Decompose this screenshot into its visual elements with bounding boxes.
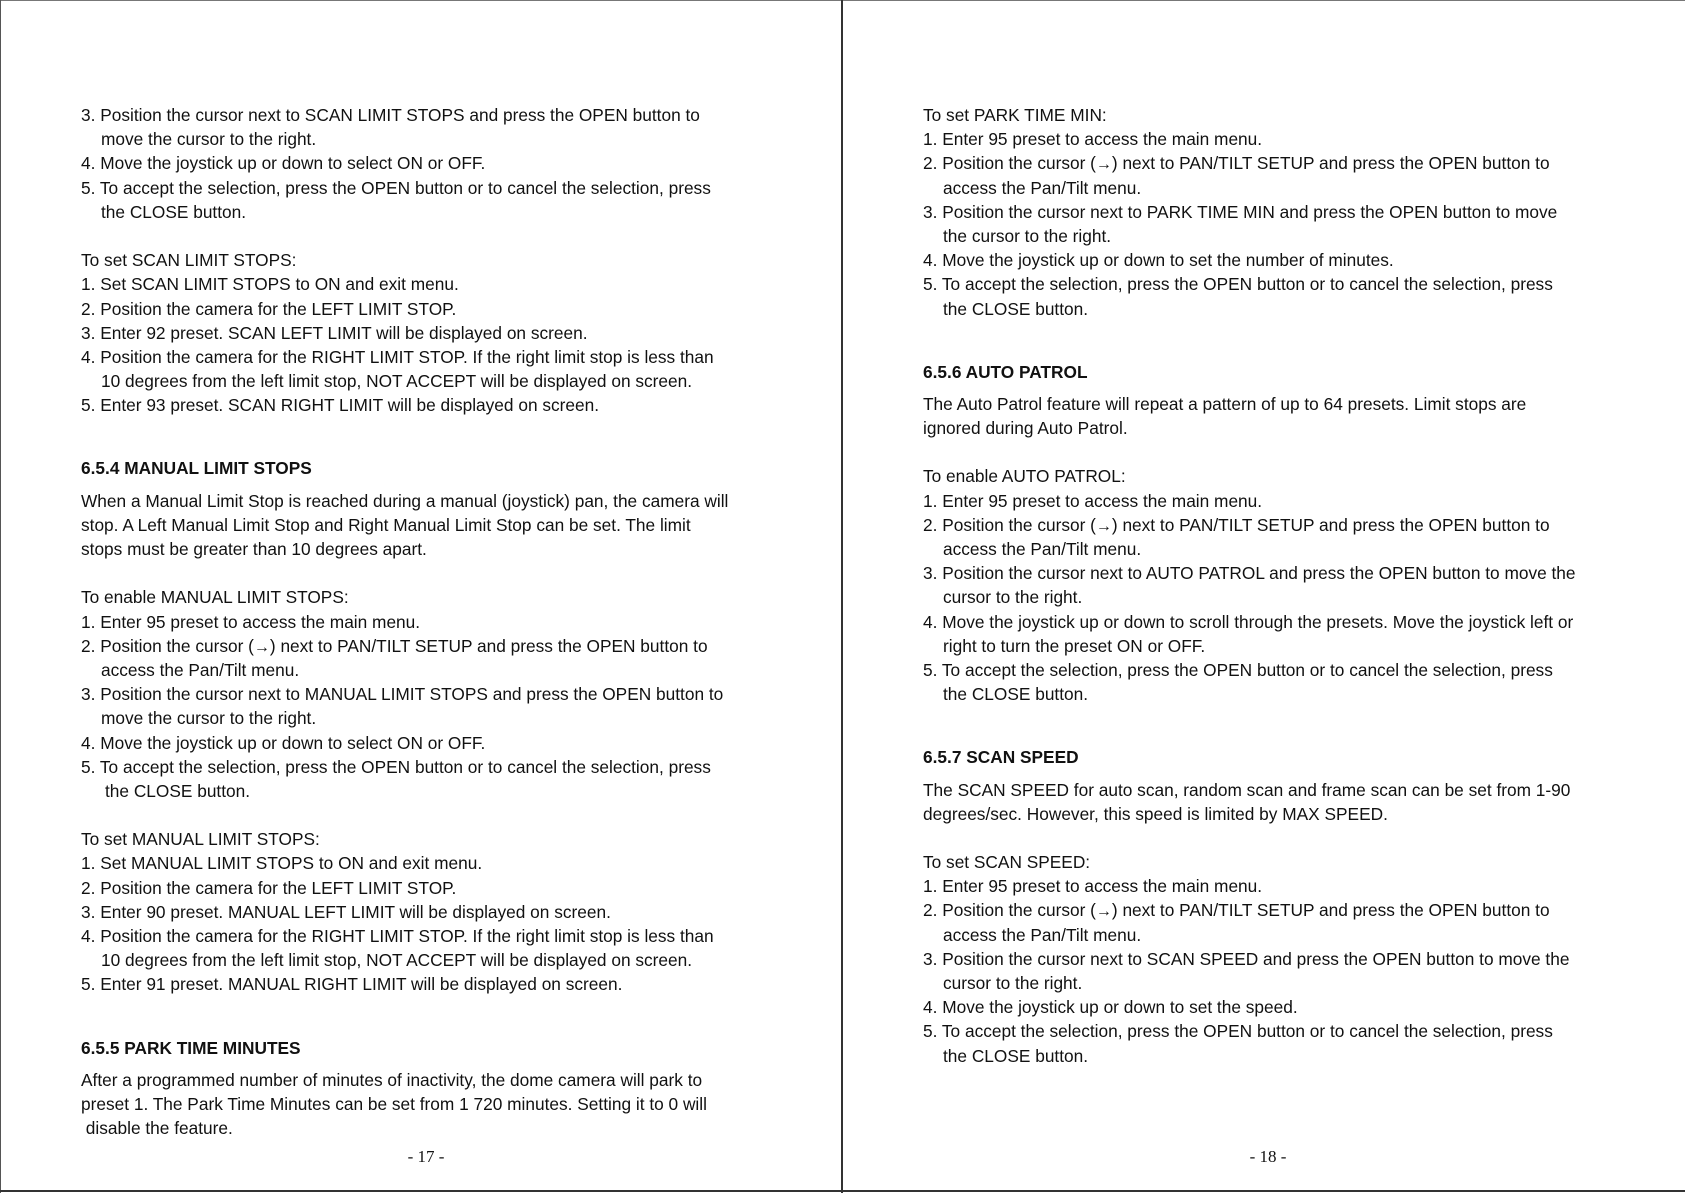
text-line: 1. Enter 95 preset to access the main menu. (923, 490, 1263, 511)
right-page (923, 103, 1613, 1068)
text-fragment: 2. Position the cursor ( (81, 635, 254, 656)
text-fragment: 2. Position the cursor ( (923, 153, 1096, 174)
text-line: 4. Move the joystick up or down to set the number of minutes. (923, 250, 1394, 271)
arrow-right-icon: → (1095, 156, 1112, 174)
text-line: 1. Enter 95 preset to access the main menu. (923, 129, 1263, 150)
text-line: The SCAN SPEED for auto scan, random scan and frame scan can be set from 1-90 (923, 779, 1571, 800)
section-heading: 6.5.4 MANUAL LIMIT STOPS (81, 458, 312, 479)
text-line: the CLOSE button. (101, 201, 247, 222)
text-line: the CLOSE button. (943, 1045, 1089, 1066)
text-line: the CLOSE button. (943, 298, 1089, 319)
text-line (923, 513, 1613, 537)
subsection-title: To set MANUAL LIMIT STOPS: (81, 829, 320, 850)
text-line: 4. Move the joystick up or down to scroll through the presets. Move the joystick left or (923, 611, 1574, 632)
text-line: 3. Position the cursor next to SCAN LIMIT STOPS and press the OPEN button to (81, 105, 700, 125)
text-line: 4. Move the joystick up or down to set the speed. (923, 997, 1298, 1018)
text-line: 5. Enter 91 preset. MANUAL RIGHT LIMIT will be displayed on screen. (81, 974, 623, 995)
text-line: preset 1. The Park Time Minutes can be set from 1 720 minutes. Setting it to 0 will (81, 1093, 707, 1114)
text-line: cursor to the right. (943, 973, 1083, 993)
text-line: move the cursor to the right. (101, 129, 317, 150)
text-line: the cursor to the right. (943, 225, 1112, 246)
text-line: 1. Set MANUAL LIMIT STOPS to ON and exit menu. (81, 853, 483, 874)
text-line: 5. To accept the selection, press the OPEN button or to cancel the selection, press (923, 659, 1553, 680)
text-line: 5. To accept the selection, press the OPEN button or to cancel the selection, press (81, 177, 711, 198)
text-line: 4. Move the joystick up or down to select ON or OFF. (81, 153, 486, 174)
text-fragment: 2. Position the cursor ( (923, 900, 1096, 921)
text-line: 3. Position the cursor next to SCAN SPEED and press the OPEN button to move the (923, 948, 1570, 969)
page-number: - 18 - (1249, 1147, 1287, 1166)
text-line: 1. Set SCAN LIMIT STOPS to ON and exit menu. (81, 274, 459, 295)
text-line: 4. Position the camera for the RIGHT LIMIT STOP. If the right limit stop is less than (81, 926, 714, 946)
text-line: move the cursor to the right. (101, 708, 317, 729)
text-line: When a Manual Limit Stop is reached during a manual (joystick) pan, the camera will (81, 490, 729, 511)
text-fragment: 2. Position the cursor ( (923, 514, 1096, 535)
text-line (81, 634, 771, 658)
subsection-title: To enable MANUAL LIMIT STOPS: (81, 587, 349, 608)
left-page (81, 103, 771, 1140)
text-line (923, 898, 1613, 922)
text-line: 2. Position the camera for the LEFT LIMIT STOP. (81, 877, 457, 898)
text-line: 3. Position the cursor next to AUTO PATROL and press the OPEN button to move the (923, 563, 1576, 584)
text-line: 5. To accept the selection, press the OPEN button or to cancel the selection, press (81, 756, 711, 777)
text-line: 4. Move the joystick up or down to select ON or OFF. (81, 732, 486, 753)
page-border-left (0, 0, 1, 1193)
text-line: 10 degrees from the left limit stop, NOT ACCEPT will be displayed on screen. (101, 950, 693, 971)
text-line: access the Pan/Tilt menu. (943, 539, 1142, 559)
text-line: 3. Enter 90 preset. MANUAL LEFT LIMIT will be displayed on screen. (81, 901, 611, 922)
text-fragment: ) next to PAN/TILT SETUP and press the OPEN button to (1111, 514, 1550, 535)
text-line: 3. Position the cursor next to MANUAL LIMIT STOPS and press the OPEN button to (81, 684, 724, 705)
section-heading: 6.5.5 PARK TIME MINUTES (81, 1037, 301, 1058)
text-line: cursor to the right. (943, 587, 1083, 608)
section-heading: 6.5.7 SCAN SPEED (923, 747, 1079, 768)
subsection-title: To set SCAN SPEED: (923, 852, 1091, 873)
arrow-right-icon: → (1095, 517, 1112, 535)
arrow-right-icon: → (253, 638, 270, 656)
text-line: 1. Enter 95 preset to access the main menu. (923, 876, 1263, 897)
text-line: degrees/sec. However, this speed is limited by MAX SPEED. (923, 803, 1388, 824)
text-line: access the Pan/Tilt menu. (101, 659, 300, 680)
text-line: disable the feature. (81, 1118, 233, 1139)
text-line: After a programmed number of minutes of inactivity, the dome camera will park to (81, 1069, 703, 1090)
text-line: the CLOSE button. (943, 684, 1089, 705)
arrow-right-icon: → (1095, 903, 1112, 921)
text-line: right to turn the preset ON or OFF. (943, 635, 1206, 656)
text-fragment: ) next to PAN/TILT SETUP and press the OPEN button to (1111, 153, 1550, 174)
text-line: 5. To accept the selection, press the OPEN button or to cancel the selection, press (923, 1021, 1553, 1042)
text-fragment: ) next to PAN/TILT SETUP and press the OPEN button to (1111, 900, 1550, 921)
text-line: stop. A Left Manual Limit Stop and Right Manual Limit Stop can be set. The limit (81, 514, 691, 535)
text-line: the CLOSE button. (105, 780, 251, 801)
page-divider (841, 0, 843, 1193)
text-line: 10 degrees from the left limit stop, NOT ACCEPT will be displayed on screen. (101, 371, 693, 392)
subsection-title: To enable AUTO PATROL: (923, 466, 1126, 487)
text-line: 2. Position the camera for the LEFT LIMIT STOP. (81, 298, 457, 319)
text-line: The Auto Patrol feature will repeat a pattern of up to 64 presets. Limit stops are (923, 393, 1527, 414)
text-line: ignored during Auto Patrol. (923, 418, 1128, 439)
section-heading: 6.5.6 AUTO PATROL (923, 361, 1088, 382)
text-line: access the Pan/Tilt menu. (943, 177, 1142, 198)
text-line: 3. Position the cursor next to PARK TIME MIN and press the OPEN button to move (923, 201, 1558, 222)
text-line: 5. Enter 93 preset. SCAN RIGHT LIMIT will be displayed on screen. (81, 395, 600, 416)
text-fragment: ) next to PAN/TILT SETUP and press the OPEN button to (269, 635, 708, 656)
page-number: - 17 - (407, 1147, 445, 1166)
text-line: 1. Enter 95 preset to access the main menu. (81, 611, 421, 632)
subsection-title: To set SCAN LIMIT STOPS: (81, 250, 297, 271)
subsection-title: To set PARK TIME MIN: (923, 105, 1107, 125)
text-line: 5. To accept the selection, press the OPEN button or to cancel the selection, press (923, 274, 1553, 295)
text-line: access the Pan/Tilt menu. (943, 924, 1142, 945)
text-line: stops must be greater than 10 degrees apart. (81, 539, 427, 559)
text-line (923, 151, 1613, 175)
text-line: 3. Enter 92 preset. SCAN LEFT LIMIT will be displayed on screen. (81, 322, 588, 343)
text-line: 4. Position the camera for the RIGHT LIMIT STOP. If the right limit stop is less than (81, 346, 714, 367)
